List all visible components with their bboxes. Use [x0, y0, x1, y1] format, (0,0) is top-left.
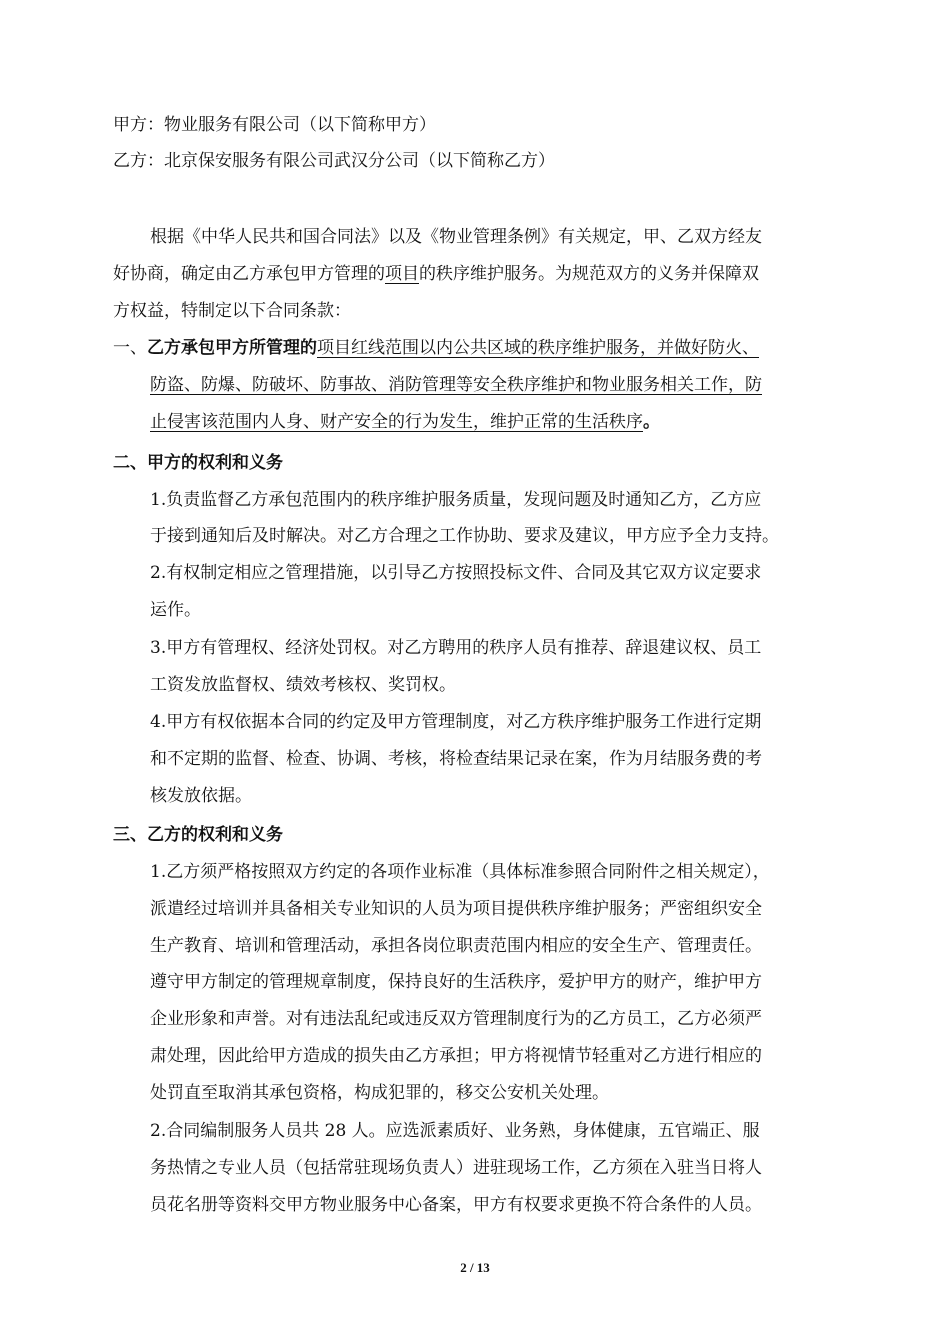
section-1-line-1 — [113, 336, 759, 360]
section-3-line: 1.乙方须严格按照双方约定的各项作业标准（具体标准参照合同附件之相关规定）， — [150, 862, 770, 882]
section-2-line: 于接到通知后及时解决。对乙方合理之工作协助、要求及建议，甲方应予全力支持。 — [150, 526, 779, 546]
section-3-line: 处罚直至取消其承包资格，构成犯罪的，移交公安机关处理。 — [150, 1083, 609, 1103]
section-2-line: 和不定期的监督、检查、协调、考核，将检查结果记录在案，作为月结服务费的考 — [150, 749, 762, 769]
intro-line-3: 方权益，特制定以下合同条款： — [113, 301, 351, 321]
section-3-line: 务热情之专业人员（包括常驻现场负责人）进驻现场工作，乙方须在入驻当日将人 — [150, 1158, 762, 1178]
section-1-underlined: 项目红线范围以内公共区域的秩序维护服务，并做好防火、 — [317, 338, 759, 358]
party-a: 甲方：物业服务有限公司（以下简称甲方） — [113, 115, 436, 135]
intro-text: 的秩序维护服务。为规范双方的义务并保障双 — [419, 264, 759, 284]
page-number: 2 / 13 — [460, 1260, 490, 1275]
section-1-underlined: 止侵害该范围内人身、财产安全的行为发生，维护正常的生活秩序 — [150, 412, 643, 432]
section-3-line: 企业形象和声誉。对有违法乱纪或违反双方管理制度行为的乙方员工，乙方必须严 — [150, 1009, 762, 1029]
section-3-line: 2.合同编制服务人员共 28 人。应选派素质好、业务熟，身体健康，五官端正、服 — [150, 1121, 760, 1141]
section-2-line: 1.负责监督乙方承包范围内的秩序维护服务质量，发现问题及时通知乙方，乙方应 — [150, 490, 762, 510]
section-3-line: 派遣经过培训并具备相关专业知识的人员为项目提供秩序维护服务；严密组织安全 — [150, 899, 762, 919]
section-1-line-3 — [150, 410, 660, 434]
section-2-line: 运作。 — [150, 600, 201, 620]
intro-project-underlined: 项目 — [385, 264, 419, 284]
section-3-line: 生产教育、培训和管理活动，承担各岗位职责范围内相应的安全生产、管理责任。 — [150, 936, 762, 956]
section-1-end-mark: 。 — [643, 412, 660, 432]
section-2-line: 工资发放监督权、绩效考核权、奖罚权。 — [150, 675, 456, 695]
section-2-line: 4.甲方有权依据本合同的约定及甲方管理制度，对乙方秩序维护服务工作进行定期 — [150, 712, 762, 732]
section-2-line: 核发放依据。 — [150, 786, 252, 806]
section-3-line: 遵守甲方制定的管理规章制度，保持良好的生活秩序，爱护甲方的财产，维护甲方 — [150, 972, 762, 992]
section-3-heading: 三、乙方的权利和义务 — [113, 825, 283, 845]
section-1-bold-lead: 乙方承包甲方所管理的 — [147, 338, 317, 358]
section-3-line: 员花名册等资料交甲方物业服务中心备案，甲方有权要求更换不符合条件的人员。 — [150, 1195, 762, 1215]
intro-text: 好协商，确定由乙方承包甲方管理的 — [113, 264, 385, 284]
section-2-heading: 二、甲方的权利和义务 — [113, 453, 283, 473]
intro-line-2 — [113, 262, 759, 286]
section-2-line: 3.甲方有管理权、经济处罚权。对乙方聘用的秩序人员有推荐、辞退建议权、员工 — [150, 638, 762, 658]
party-b: 乙方：北京保安服务有限公司武汉分公司（以下简称乙方） — [113, 151, 555, 171]
section-3-line: 肃处理，因此给甲方造成的损失由乙方承担；甲方将视情节轻重对乙方进行相应的 — [150, 1046, 762, 1066]
intro-line-1: 根据《中华人民共和国合同法》以及《物业管理条例》有关规定，甲、乙双方经友 — [150, 227, 762, 247]
section-1-line-2: 防盗、防爆、防破坏、防事故、消防管理等安全秩序维护和物业服务相关工作，防 — [150, 375, 762, 395]
section-2-line: 2.有权制定相应之管理措施，以引导乙方按照投标文件、合同及其它双方议定要求 — [150, 563, 762, 583]
section-1-number: 一、 — [113, 338, 147, 358]
